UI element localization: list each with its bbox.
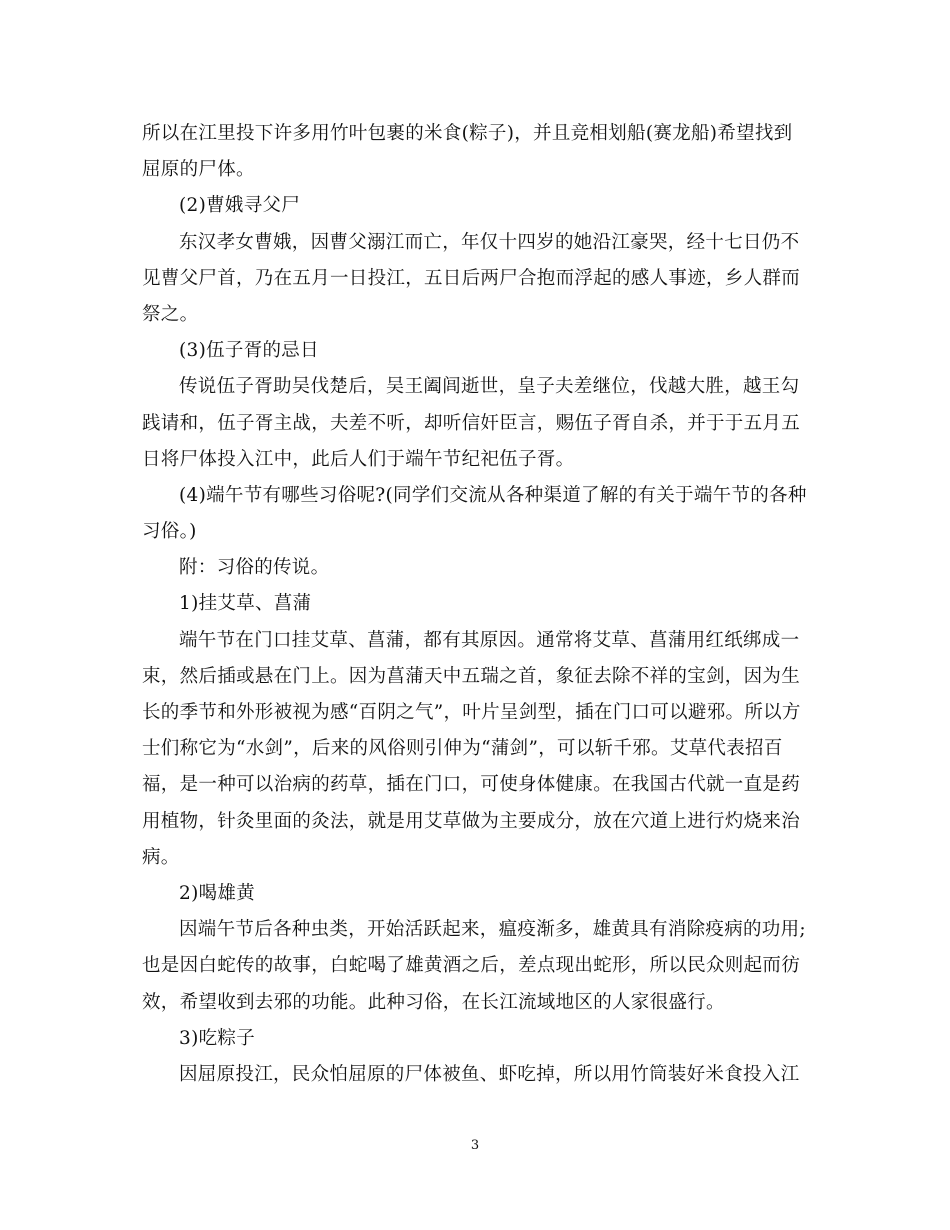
- text-line: 用植物，针灸里面的灸法，就是用艾草做为主要成分，放在穴道上进行灼烧来治: [142, 810, 801, 832]
- section-heading: (4)端午节有哪些习俗呢?(同学们交流从各种渠道了解的有关于端午节的各种: [179, 484, 807, 506]
- text-line: 东汉孝女曹娥，因曹父溺江而亡，年仅十四岁的她沿江豪哭，经十七日仍不: [179, 231, 800, 253]
- text-line: 也是因白蛇传的故事，白蛇喝了雄黄酒之后，差点现出蛇形，所以民众则起而彷: [142, 955, 801, 977]
- text-line: 祭之。: [142, 303, 199, 325]
- text-line: 效，希望收到去邪的功能。此种习俗，在长江流域地区的人家很盛行。: [142, 991, 725, 1013]
- text-line: 因端午节后各种虫类，开始活跃起来，瘟疫渐多，雄黄具有消除疫病的功用;: [179, 919, 806, 941]
- text-line: 传说伍子胥助吴伐楚后，吴王阖闾逝世，皇子夫差继位，伐越大胜，越王勾: [179, 376, 800, 398]
- text-line: 端午节在门口挂艾草、菖蒲，都有其原因。通常将艾草、菖蒲用红纸绑成一: [179, 629, 800, 651]
- text-line: 福，是一种可以治病的药草，插在门口，可使身体健康。在我国古代就一直是药: [142, 774, 801, 796]
- text-line: 践请和，伍子胥主战，夫差不听，却听信奸臣言，赐伍子胥自杀，并于于五月五: [142, 412, 801, 434]
- text-line: 日将尸体投入江中，此后人们于端午节纪祀伍子胥。: [142, 448, 575, 470]
- text-line: 附：习俗的传说。: [179, 557, 330, 579]
- text-line: 束，然后插或悬在门上。因为菖蒲天中五瑞之首，象征去除不祥的宝剑，因为生: [142, 665, 801, 687]
- page-number: 3: [470, 1138, 480, 1153]
- section-heading: 2)喝雄黄: [179, 882, 255, 904]
- text-line: 长的季节和外形被视为感“百阴之气”，叶片呈剑型，插在门口可以避邪。所以方: [142, 702, 801, 723]
- text-line: 屈原的尸体。: [142, 159, 255, 181]
- document-body: [142, 116, 808, 1093]
- text-line: 因屈原投江，民众怕屈原的尸体被鱼、虾吃掉，所以用竹筒装好米食投入江: [179, 1063, 800, 1085]
- section-heading: (2)曹娥寻父尸: [179, 195, 301, 217]
- section-heading: 1)挂艾草、菖蒲: [179, 593, 312, 615]
- section-heading: 3)吃粽子: [179, 1027, 255, 1049]
- text-line: 士们称它为“水剑”，后来的风俗则引伸为“蒲剑”，可以斩千邪。艾草代表招百: [142, 738, 783, 760]
- text-line: 病。: [142, 846, 180, 868]
- text-line: 所以在江里投下许多用竹叶包裹的米食(粽子)，并且竞相划船(赛龙船)希望找到: [142, 123, 793, 144]
- text-line: 习俗。): [142, 521, 197, 543]
- section-heading: (3)伍子胥的忌日: [179, 340, 319, 362]
- text-line: 见曹父尸首，乃在五月一日投江，五日后两尸合抱而浮起的感人事迹，乡人群而: [142, 267, 801, 289]
